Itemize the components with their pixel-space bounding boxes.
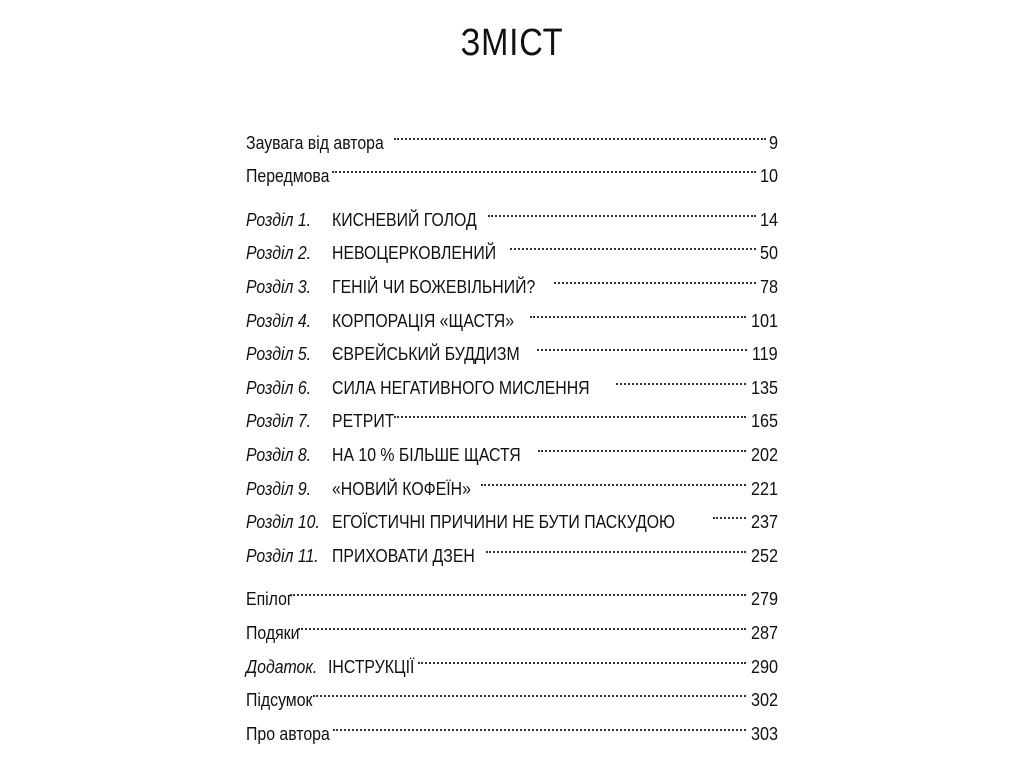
dot-leader [313,673,746,707]
toc-entry-chapter-7 [246,394,778,432]
dot-leader [298,605,746,639]
dot-leader [394,115,766,149]
toc-page-number: 290 [750,656,778,677]
toc-entry-authors-note [246,115,778,153]
toc-entry-title: КИСНЕВИЙ ГОЛОД [332,209,477,230]
toc-entry-foreword [246,149,778,187]
toc-entry-title: ЄВРЕЙСЬКИЙ БУДДИЗМ [332,344,520,365]
toc-entry-acknowledgements [246,605,778,643]
toc-entry-chapter-6 [246,360,778,398]
toc-entry-title: СИЛА НЕГАТИВНОГО МИСЛЕННЯ [332,377,590,398]
toc-entry-title: Підсумок [246,690,313,711]
toc-page-number: 50 [759,243,778,264]
toc-entry-chapter-3 [246,259,778,297]
toc-entry-chapter-9 [246,461,778,499]
toc-page-number: 303 [750,723,778,744]
toc-entry-title: ІНСТРУКЦІЇ [328,656,415,677]
toc-page-number: 10 [759,166,778,187]
toc-page-number: 135 [750,377,778,398]
toc-page-number: 119 [752,344,778,365]
dot-leader [530,293,746,327]
chapter-label: Розділ 8. [246,444,312,465]
chapter-label: Розділ 2. [246,243,312,264]
toc-entry-chapter-1 [246,192,778,230]
toc-page-number: 101 [750,310,778,331]
toc-entry-title: КОРПОРАЦІЯ «ЩАСТЯ» [332,310,515,331]
chapter-label: Розділ 1. [246,209,312,230]
toc-entry-title: Про автора [246,723,330,744]
chapter-label: Розділ 4. [246,310,312,331]
toc-entry-chapter-10 [246,495,778,533]
chapter-label: Розділ 11. [246,545,319,566]
dot-leader [418,639,746,673]
toc-page-number: 78 [759,276,778,297]
chapter-label: Розділ 6. [246,377,312,398]
toc-page-number: 302 [750,690,778,711]
toc-page-number: 252 [750,545,778,566]
toc-page-number: 14 [759,209,778,230]
toc-entry-title: ГЕНІЙ ЧИ БОЖЕВІЛЬНИЙ? [332,276,536,297]
dot-leader [488,192,756,226]
dot-leader [713,495,746,529]
toc-entry-epilogue [246,572,778,610]
toc-entry-title: НЕВОЦЕРКОВЛЕНИЙ [332,243,497,264]
toc-entry-title: ЕГОЇСТИЧНІ ПРИЧИНИ НЕ БУТИ ПАСКУДОЮ [332,512,676,533]
toc-page-number: 9 [768,132,778,153]
toc-page-number: 287 [750,622,778,643]
toc-page-number: 202 [750,444,778,465]
dot-leader [554,259,756,293]
toc-entry-title: Передмова [246,166,330,187]
dot-leader [537,327,748,361]
toc-entry-chapter-5 [246,327,778,365]
toc-page-number: 165 [750,411,778,432]
toc-entry-title: Заувага від автора [246,132,384,153]
toc-page-number: 279 [750,589,778,610]
page-title: ЗМІСТ [460,22,564,64]
table-of-contents [246,115,778,744]
chapter-label: Розділ 3. [246,276,312,297]
dot-leader [486,528,746,562]
dot-leader [333,706,746,740]
toc-entry-title: НА 10 % БІЛЬШЕ ЩАСТЯ [332,444,521,465]
toc-page-number: 221 [750,478,778,499]
toc-entry-title: «НОВИЙ КОФЕЇН» [332,478,471,499]
dot-leader [290,572,746,606]
dot-leader [616,360,746,394]
toc-entry-chapter-11 [246,528,778,566]
toc-page-number: 237 [750,512,778,533]
dot-leader [481,461,746,495]
chapter-label: Розділ 7. [246,411,312,432]
chapter-label: Розділ 9. [246,478,312,499]
dot-leader [332,149,756,183]
toc-entry-title: РЕТРИТ [332,411,395,432]
dot-leader [394,394,746,428]
toc-entry-title: ПРИХОВАТИ ДЗЕН [332,545,475,566]
toc-entry-title: Подяки [246,622,300,643]
toc-entry-chapter-2 [246,226,778,264]
chapter-label: Розділ 10. [246,512,320,533]
toc-entry-chapter-8 [246,427,778,465]
dot-leader [510,226,756,260]
toc-entry-title: Епілог [246,589,293,610]
chapter-label: Розділ 5. [246,344,312,365]
dot-leader [538,427,746,461]
toc-entry-about-author [246,706,778,744]
toc-entry-summary [246,673,778,711]
toc-entry-chapter-4 [246,293,778,331]
appendix-label: Додаток. [246,656,318,677]
toc-entry-appendix [246,639,778,677]
